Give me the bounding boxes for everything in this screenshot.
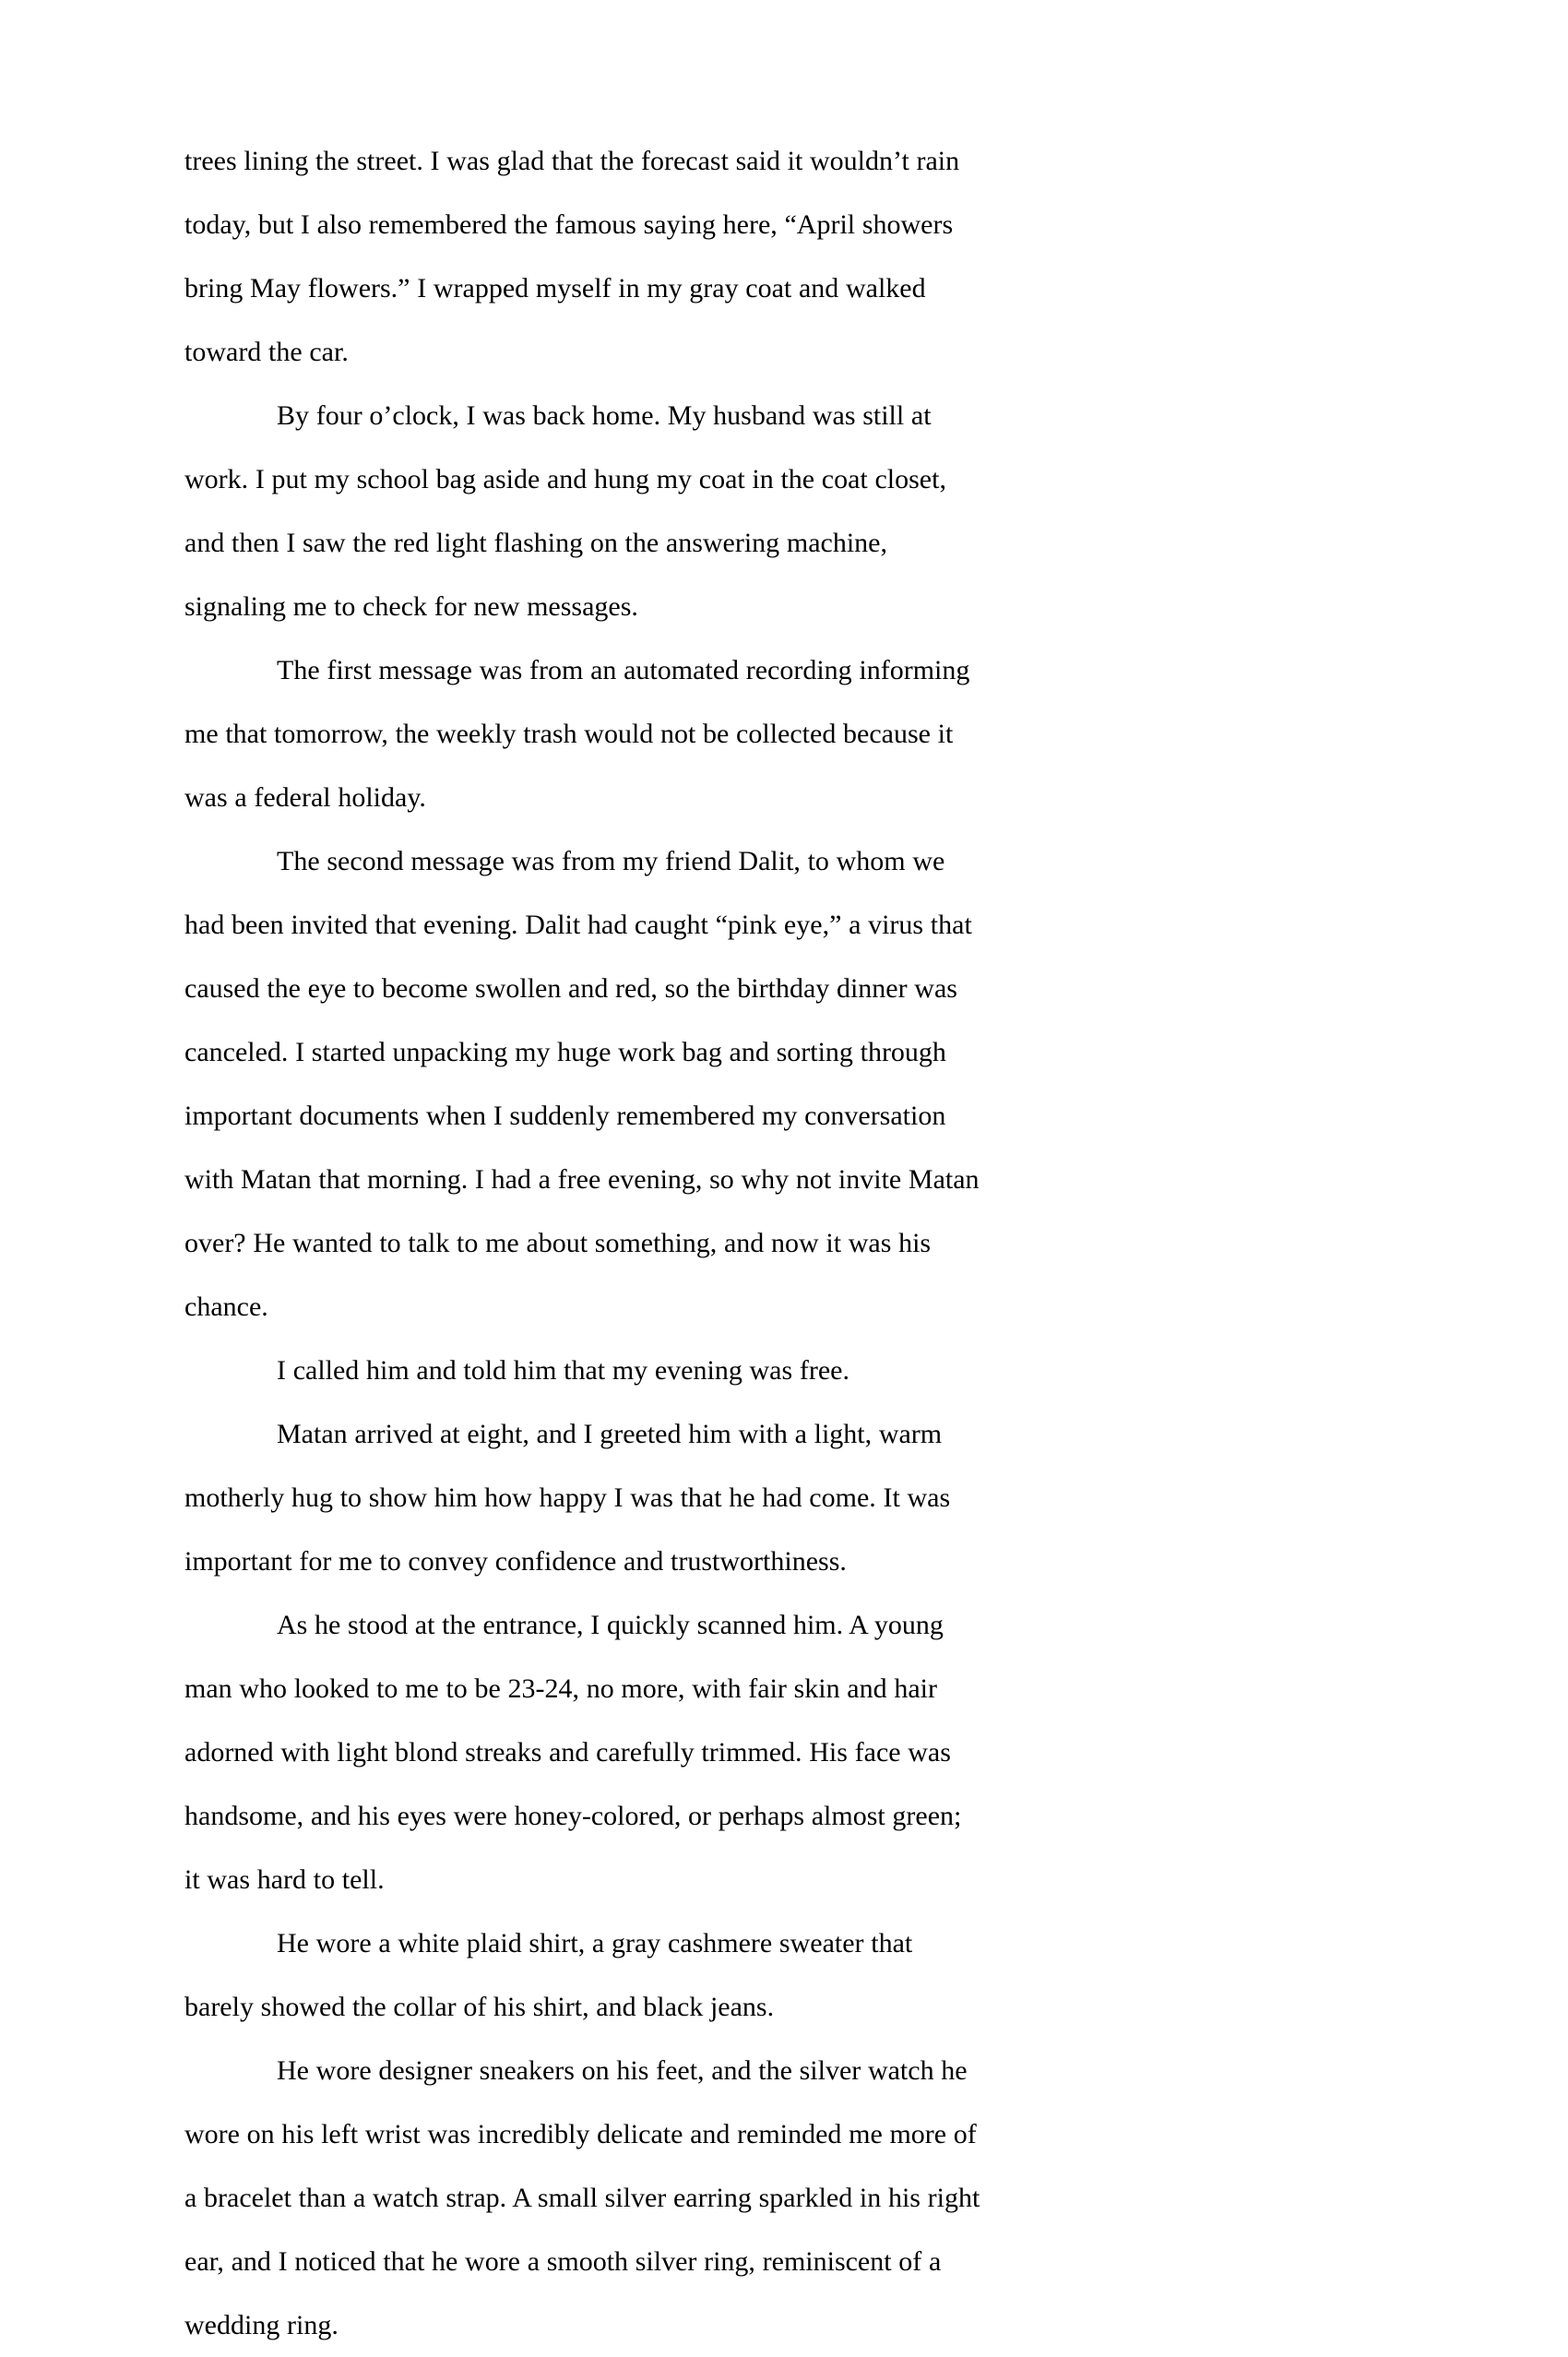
paragraph: trees lining the street. I was glad that the forecast said it wouldn’t rain today, but I also remembered the famous saying here, “April showers bring May flowers.” I wrapped myself in my gray coat and walked toward the car.	[184, 146, 960, 367]
paragraph: As he stood at the entrance, I quickly scanned him. A young man who looked to me to be 23-24, no more, with fair skin and hair adorned with light blond streaks and carefully trimmed. His face was handsome, and his eyes were honey-colored, or perhaps almost green; it was hard to tell.	[184, 1610, 962, 1895]
paragraph: The second message was from my friend Dalit, to whom we had been invited that evening. Dalit had caught “pink eye,” a virus that caused the eye to become swollen and red, so the birthday dinner was canceled. I started unpacking my huge work bag and sorting through important documents when I suddenly remembered my conversation with Matan that morning. I had a free evening, so why not invite Matan over? He wanted to talk to me about something, and now it was his chance.	[184, 846, 980, 1322]
paragraph: The first message was from an automated recording informing me that tomorrow, the weekly trash would not be collected because it was a federal holiday.	[184, 655, 970, 813]
paragraph: I called him and told him that my evening was free.	[277, 1355, 849, 1386]
paragraph: He wore designer sneakers on his feet, and the silver watch he wore on his left wrist was incredibly delicate and reminded me more of a bracelet than a watch strap. A small silver earring sparkled in his right ear, and I noticed that he wore a smooth silver ring, reminiscent of a wedding ring.	[184, 2055, 980, 2340]
paragraph: By four o’clock, I was back home. My husband was still at work. I put my school bag aside and hung my coat in the coat closet, and then I saw the red light flashing on the answering machine, signaling me to check for new messages.	[184, 400, 946, 622]
paragraph: Matan arrived at eight, and I greeted him with a light, warm motherly hug to show him how happy I was that he had come. It was important for me to convey confidence and trustworthiness.	[184, 1419, 951, 1577]
document-text-body	[184, 129, 982, 2357]
paragraph: He wore a white plaid shirt, a gray cashmere sweater that barely showed the collar of his shirt, and black jeans.	[184, 1928, 913, 2022]
